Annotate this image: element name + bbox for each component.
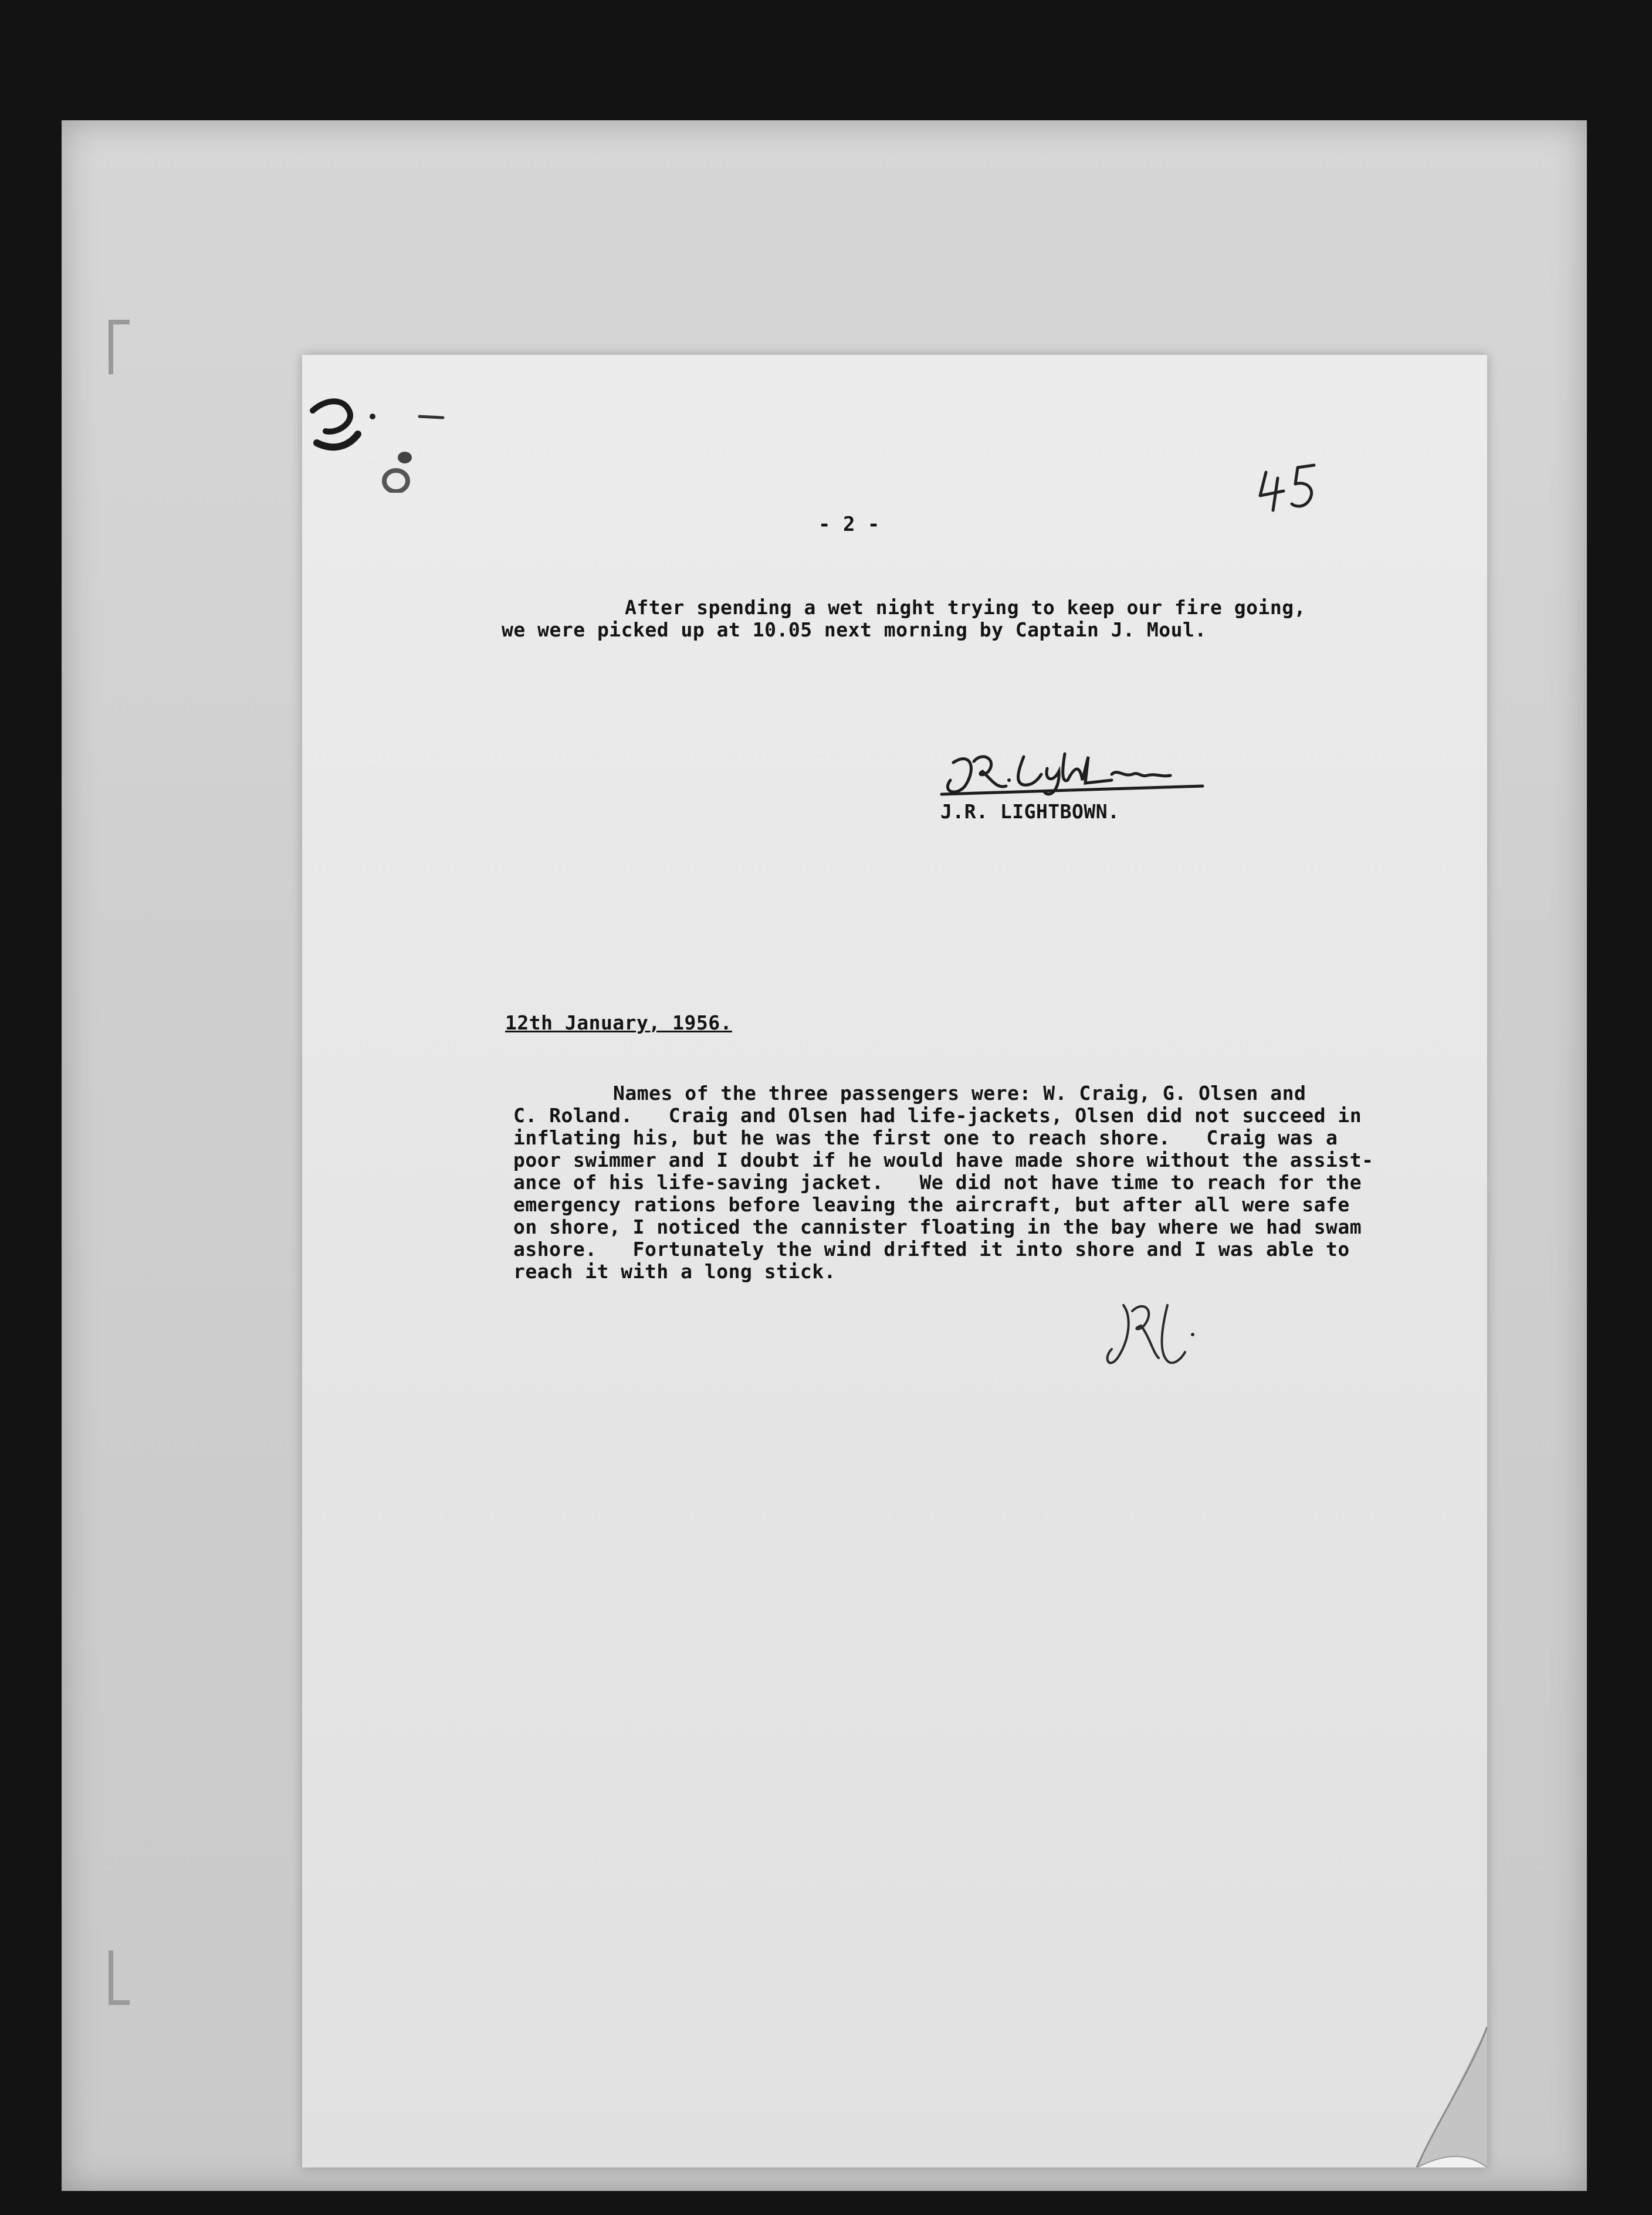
handwritten-initials <box>1100 1293 1200 1376</box>
paragraph-line: inflating his, but he was the first one to reach shore. Craig was a <box>513 1126 1338 1149</box>
paragraph-line: poor swimmer and I doubt if he would have made shore without the assist- <box>513 1149 1374 1171</box>
paragraph-line: emergency rations before leaving the aircraft, but after all were safe <box>513 1193 1350 1216</box>
date-heading: 12th January, 1956. <box>505 1011 732 1034</box>
paragraph-line: we were picked up at 10.05 next morning by Captain J. Moul. <box>502 618 1207 641</box>
paragraph-line: ashore. Fortunately the wind drifted it into shore and I was able to <box>513 1238 1350 1261</box>
signatory-name: J.R. LIGHTBOWN. <box>940 800 1120 823</box>
handwritten-folio-number <box>1255 455 1326 513</box>
page-number: - 2 - <box>818 513 880 536</box>
crop-mark-bottom-left <box>109 1950 130 2005</box>
ink-smudge-mark <box>302 387 455 493</box>
folded-page-corner <box>1370 2027 1487 2167</box>
paragraph-line: After spending a wet night trying to keep our fire going, <box>625 596 1306 619</box>
crop-mark-top-left <box>109 320 130 374</box>
mounting-board <box>62 120 1587 2191</box>
paragraph-line: C. Roland. Craig and Olsen had life-jackets, Olsen did not succeed in <box>513 1104 1362 1127</box>
paragraph-line: reach it with a long stick. <box>513 1260 836 1283</box>
handwritten-signature <box>936 745 1206 801</box>
document-page <box>302 355 1487 2167</box>
paragraph-line: Names of the three passengers were: W. Craig, G. Olsen and <box>613 1082 1306 1105</box>
paragraph-line: on shore, I noticed the cannister floating in the bay where we had swam <box>513 1215 1362 1238</box>
paragraph-line: ance of his life-saving jacket. We did not have time to reach for the <box>513 1171 1362 1194</box>
